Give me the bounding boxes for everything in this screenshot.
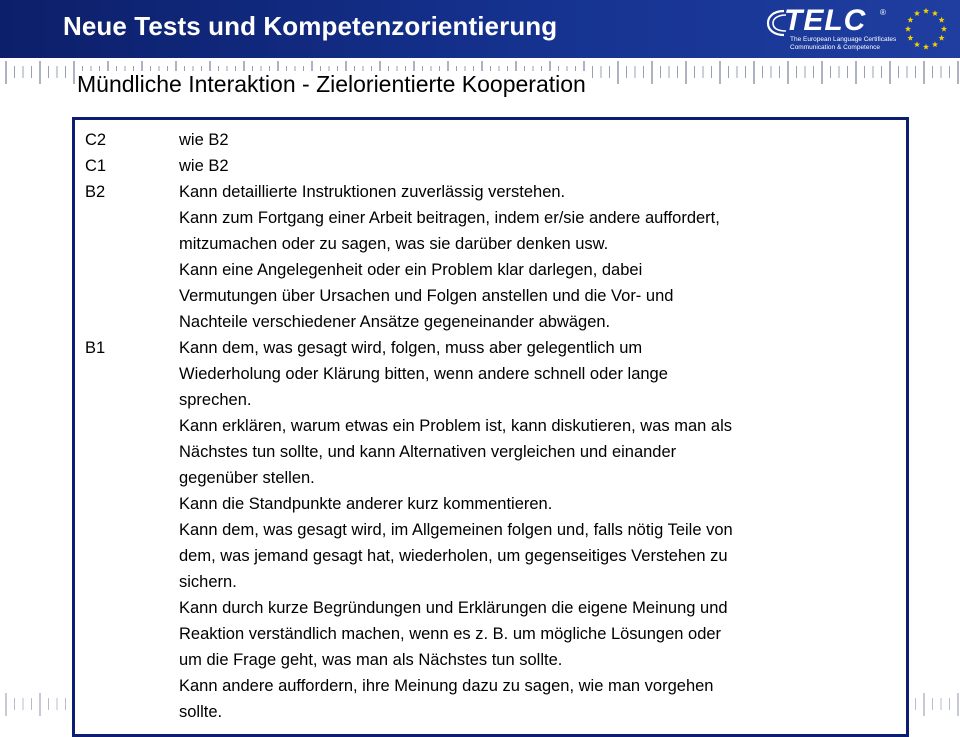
descriptor-line: Kann durch kurze Begründungen und Erklärungen die eigene Meinung und [179, 599, 728, 617]
level-row-c2 [85, 127, 900, 153]
descriptor-line: wie B2 [179, 157, 229, 175]
level-label: B1 [85, 339, 106, 357]
eu-star-icon [905, 26, 911, 32]
descriptor-line: Wiederholung oder Klärung bitten, wenn andere schnell oder lange [179, 365, 668, 383]
level-row-c1 [85, 153, 900, 179]
descriptor-list [85, 127, 900, 725]
descriptor-line: dem, was jemand gesagt hat, wiederholen, um gegenseitiges Verstehen zu [179, 547, 728, 565]
level-label: C2 [85, 131, 107, 149]
eu-star-icon [914, 41, 920, 47]
eu-star-icon [932, 10, 938, 16]
descriptor-line: Vermutungen über Ursachen und Folgen anstellen und die Vor- und [179, 287, 674, 305]
eu-star-icon [939, 17, 945, 23]
descriptor-line: Kann erklären, warum etwas ein Problem ist, kann diskutieren, was man als [179, 417, 732, 435]
descriptor-line: Kann andere auffordern, ihre Meinung dazu zu sagen, wie man vorgehen [179, 677, 714, 695]
telc-logo [766, 4, 897, 52]
descriptor-line: sichern. [179, 573, 237, 591]
descriptor-box [72, 117, 909, 737]
eu-star-icon [923, 8, 929, 14]
descriptor-line: mitzumachen oder zu sagen, was sie darüber denken usw. [179, 235, 609, 253]
page-subtitle: Mündliche Interaktion - Zielorientierte Kooperation [75, 71, 590, 98]
descriptor-line: Kann zum Fortgang einer Arbeit beitragen, indem er/sie andere auffordert, [179, 209, 720, 227]
eu-star-icon [923, 44, 929, 50]
descriptor-line: Kann die Standpunkte anderer kurz kommentieren. [179, 495, 553, 513]
logo-tagline-line-1: The European Language Certificates [790, 36, 897, 43]
logo-registered-mark: ® [880, 8, 886, 17]
logo-tagline-line-2: Communication & Competence [790, 44, 880, 51]
level-row-b1 [85, 335, 900, 725]
eu-star-icon [932, 41, 938, 47]
descriptor-line: Kann eine Angelegenheit oder ein Problem klar darlegen, dabei [179, 261, 643, 279]
level-label: B2 [85, 183, 106, 201]
eu-star-icon [939, 35, 945, 41]
eu-star-icon [907, 17, 913, 23]
descriptor-line: um die Frage geht, was man als Nächstes tun sollte. [179, 651, 563, 669]
descriptor-line: sprechen. [179, 391, 252, 409]
descriptor-line: Nachteile verschiedener Ansätze gegeneinander abwägen. [179, 313, 611, 331]
logo-wordmark: TELC [784, 4, 867, 37]
descriptor-line: Kann detaillierte Instruktionen zuverlässig verstehen. [179, 183, 566, 201]
descriptor-line: wie B2 [179, 131, 229, 149]
descriptor-line: Kann dem, was gesagt wird, im Allgemeinen folgen und, falls nötig Teile von [179, 521, 733, 539]
descriptor-line: Nächstes tun sollte, und kann Alternativen vergleichen und einander [179, 443, 677, 461]
level-row-b2 [85, 179, 900, 335]
descriptor-line: gegenüber stellen. [179, 469, 315, 487]
level-label: C1 [85, 157, 107, 175]
eu-star-icon [914, 10, 920, 16]
descriptor-line: Kann dem, was gesagt wird, folgen, muss aber gelegentlich um [179, 339, 643, 357]
logo-tagline [790, 36, 896, 52]
descriptor-line: Reaktion verständlich machen, wenn es z. B. um mögliche Lösungen oder [179, 625, 722, 643]
descriptor-line: sollte. [179, 703, 223, 721]
eu-star-icon [907, 35, 913, 41]
eu-stars-icon [900, 4, 952, 54]
slide-title: Neue Tests und Kompetenzorientierung [63, 11, 558, 41]
eu-star-icon [941, 26, 947, 32]
